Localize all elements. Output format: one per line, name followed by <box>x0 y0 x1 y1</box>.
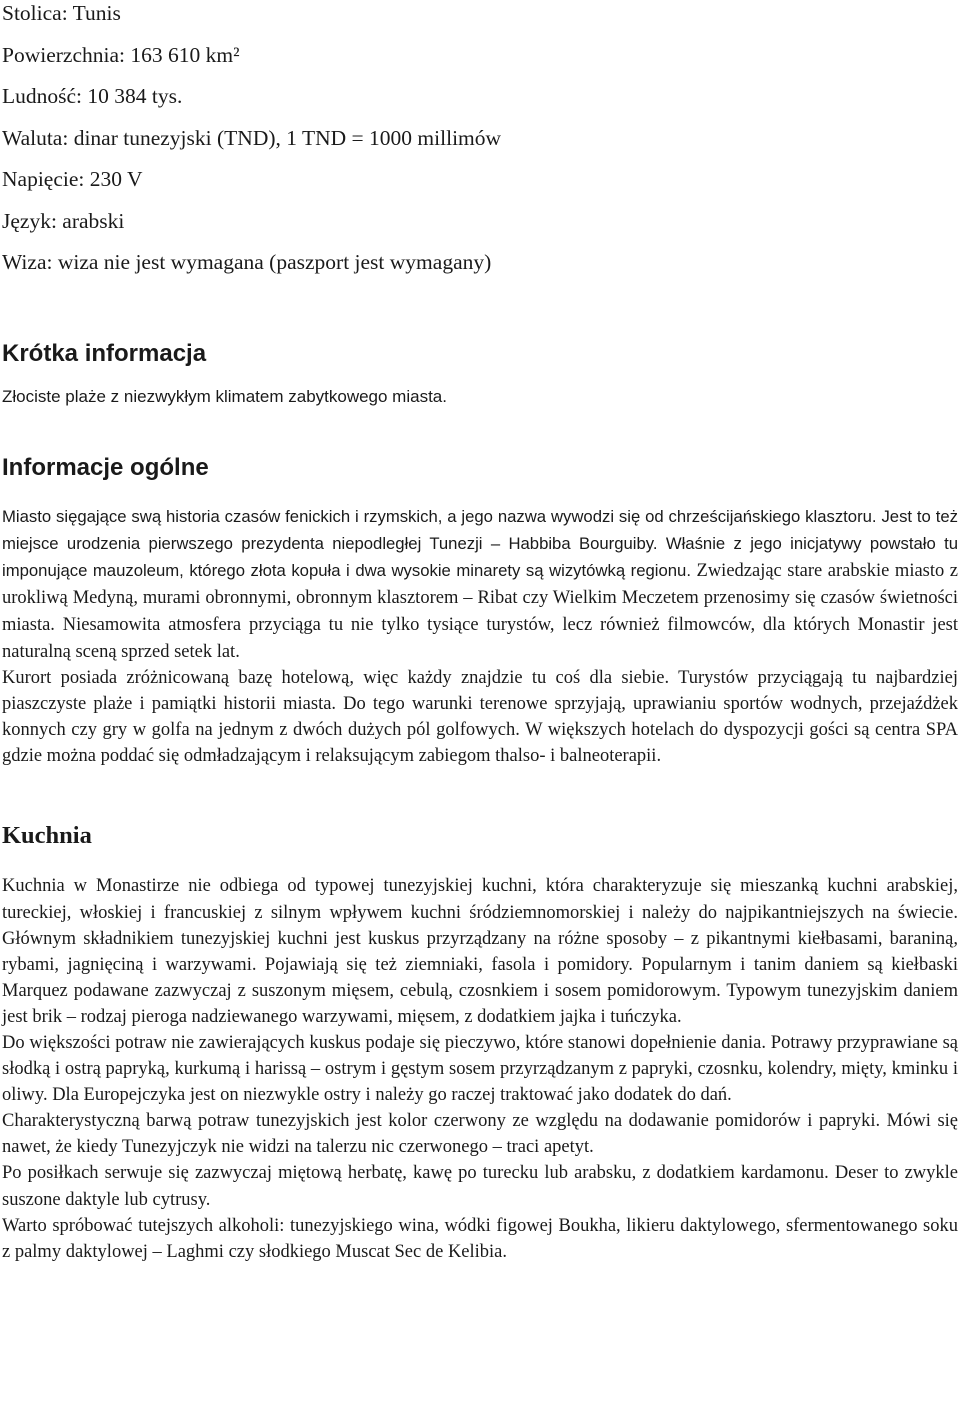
document-page <box>2 0 958 1265</box>
fact-language: Język: arabski <box>2 208 125 233</box>
short-info-text: Złociste plaże z niezwykłym klimatem zabytkowego miasta. <box>2 386 447 406</box>
general-info-paragraph-1-part-a: Miasto sięgające swą historia czasów fenickich i rzymskich, a jego nazwa wywodzi się od chrześcijańskiego klasztoru. Jest to też miejsce urodzenia pierwszego prezydenta niepodległej Tunezji – Habbiba Bourguiby. Właśnie z jego inicjatywy powstało tu imponujące mauzoleum, którego złota kopuła i dwa wysokie minarety są wizytówką regionu. <box>2 506 958 580</box>
cuisine-paragraph-1: Kuchnia w Monastirze nie odbiega od typowej tunezyjskiej kuchni, która charakteryzuje się mieszanką kuchni arabskiej, tureckiej, włoskiej i francuskiej z silnym wpływem kuchni śródziemnomorskiej i należy do najpikantniejszych na świecie. Głównym składnikiem tunezyjskiej kuchni jest kuskus przyrządzany na różne sposoby – z pikantnymi kiełbasami, baraniną, rybami, jagnięciną i warzywami. Pojawiają się też ziemniaki, fasola i pomidory. Popularnym i tanim daniem są kiełbaski Marquez podawane zazwyczaj z suszonym mięsem, cebulą, czosnkiem i sosem pomidorowym. Typowym tunezyjskim daniem jest brik – rodzaj pieroga nadziewanego warzywami, mięsem, z dodatkiem jajka i tuńczyka. <box>2 876 958 1027</box>
short-info-heading: Krótka informacja <box>2 339 207 367</box>
general-info-paragraph-1 <box>2 503 958 666</box>
fact-capital: Stolica: Tunis <box>2 1 121 25</box>
cuisine-paragraph-3: Charakterystyczną barwą potraw tunezyjskich jest kolor czerwony ze względu na dodawanie pomidorów i papryki. Mówi się nawet, że kiedy Tunezyjczyk nie widzi na talerzu nic czerwonego – traci apetyt. <box>2 1111 958 1158</box>
cuisine-text <box>2 873 958 1264</box>
fact-population: Ludność: 10 384 tys. <box>2 84 183 108</box>
cuisine-paragraph-5: Warto spróbować tutejszych alkoholi: tunezyjskiego wina, wódki figowej Boukha, likieru daktylowego, sfermentowanego soku z palmy daktylowej – Laghmi czy słodkiego Muscat Sec de Kelibia. <box>2 1215 958 1262</box>
fact-visa: Wiza: wiza nie jest wymagana (paszport jest wymagany) <box>2 250 492 274</box>
general-info-paragraph-2: Kurort posiada zróżnicowaną bazę hotelową, więc każdy znajdzie tu coś dla siebie. Turystów przyciągają tu najbardziej piaszczyste plaże i pamiątki historii miasta. Do tego warunki terenowe sprzyjają, uprawianiu sportów wodnych, przejaźdżek konnych czy gry w golfa na jednym z dwóch dużych pól golfowych. W większych hotelach do dyspozycji gości są centra SPA gdzie można poddać się odmładzającym i relaksującym zabiegom thalso- i balneoterapii. <box>2 668 958 767</box>
cuisine-heading: Kuchnia <box>2 822 92 850</box>
fact-currency: Waluta: dinar tunezyjski (TND), 1 TND = 1000 millimów <box>2 125 502 150</box>
cuisine-paragraph-4: Po posiłkach serwuje się zazwyczaj miętową herbatę, kawę po turecku lub arabsku, z dodatkiem kardamonu. Deser to zwykle suszone daktyle lub cytrusy. <box>2 1163 958 1210</box>
fact-area: Powierzchnia: 163 610 km² <box>2 42 240 67</box>
fact-voltage: Napięcie: 230 V <box>2 167 143 191</box>
general-info-heading: Informacje ogólne <box>2 453 209 481</box>
cuisine-paragraph-2: Do większości potraw nie zawierających kuskus podaje się pieczywo, które stanowi dopełnienie dania. Potrawy przyprawiane są słodką i ostrą papryką, kurkumą i harissą – ostrym i gęstym sosem przyrządzanym z papryki, czosnku, kolendry, mięty, kminku i oliwy. Dla Europejczyka jest on niezwykle ostry i należy go raczej traktować jako dodatek do dań. <box>2 1033 958 1106</box>
general-info-paragraph-1-part-b: Zwiedzając stare arabskie miasto z urokliwą Medyną, murami obronnymi, obronnym klasztorem – Ribat czy Wielkim Meczetem przenosimy się czasów świetności miasta. Niesamowita atmosfera przyciąga tu nie tylko tysiące turystów, lecz również filmowców, dla których Monastir jest naturalną sceną sprzed setek lat. <box>2 560 959 662</box>
facts-list <box>2 0 958 284</box>
